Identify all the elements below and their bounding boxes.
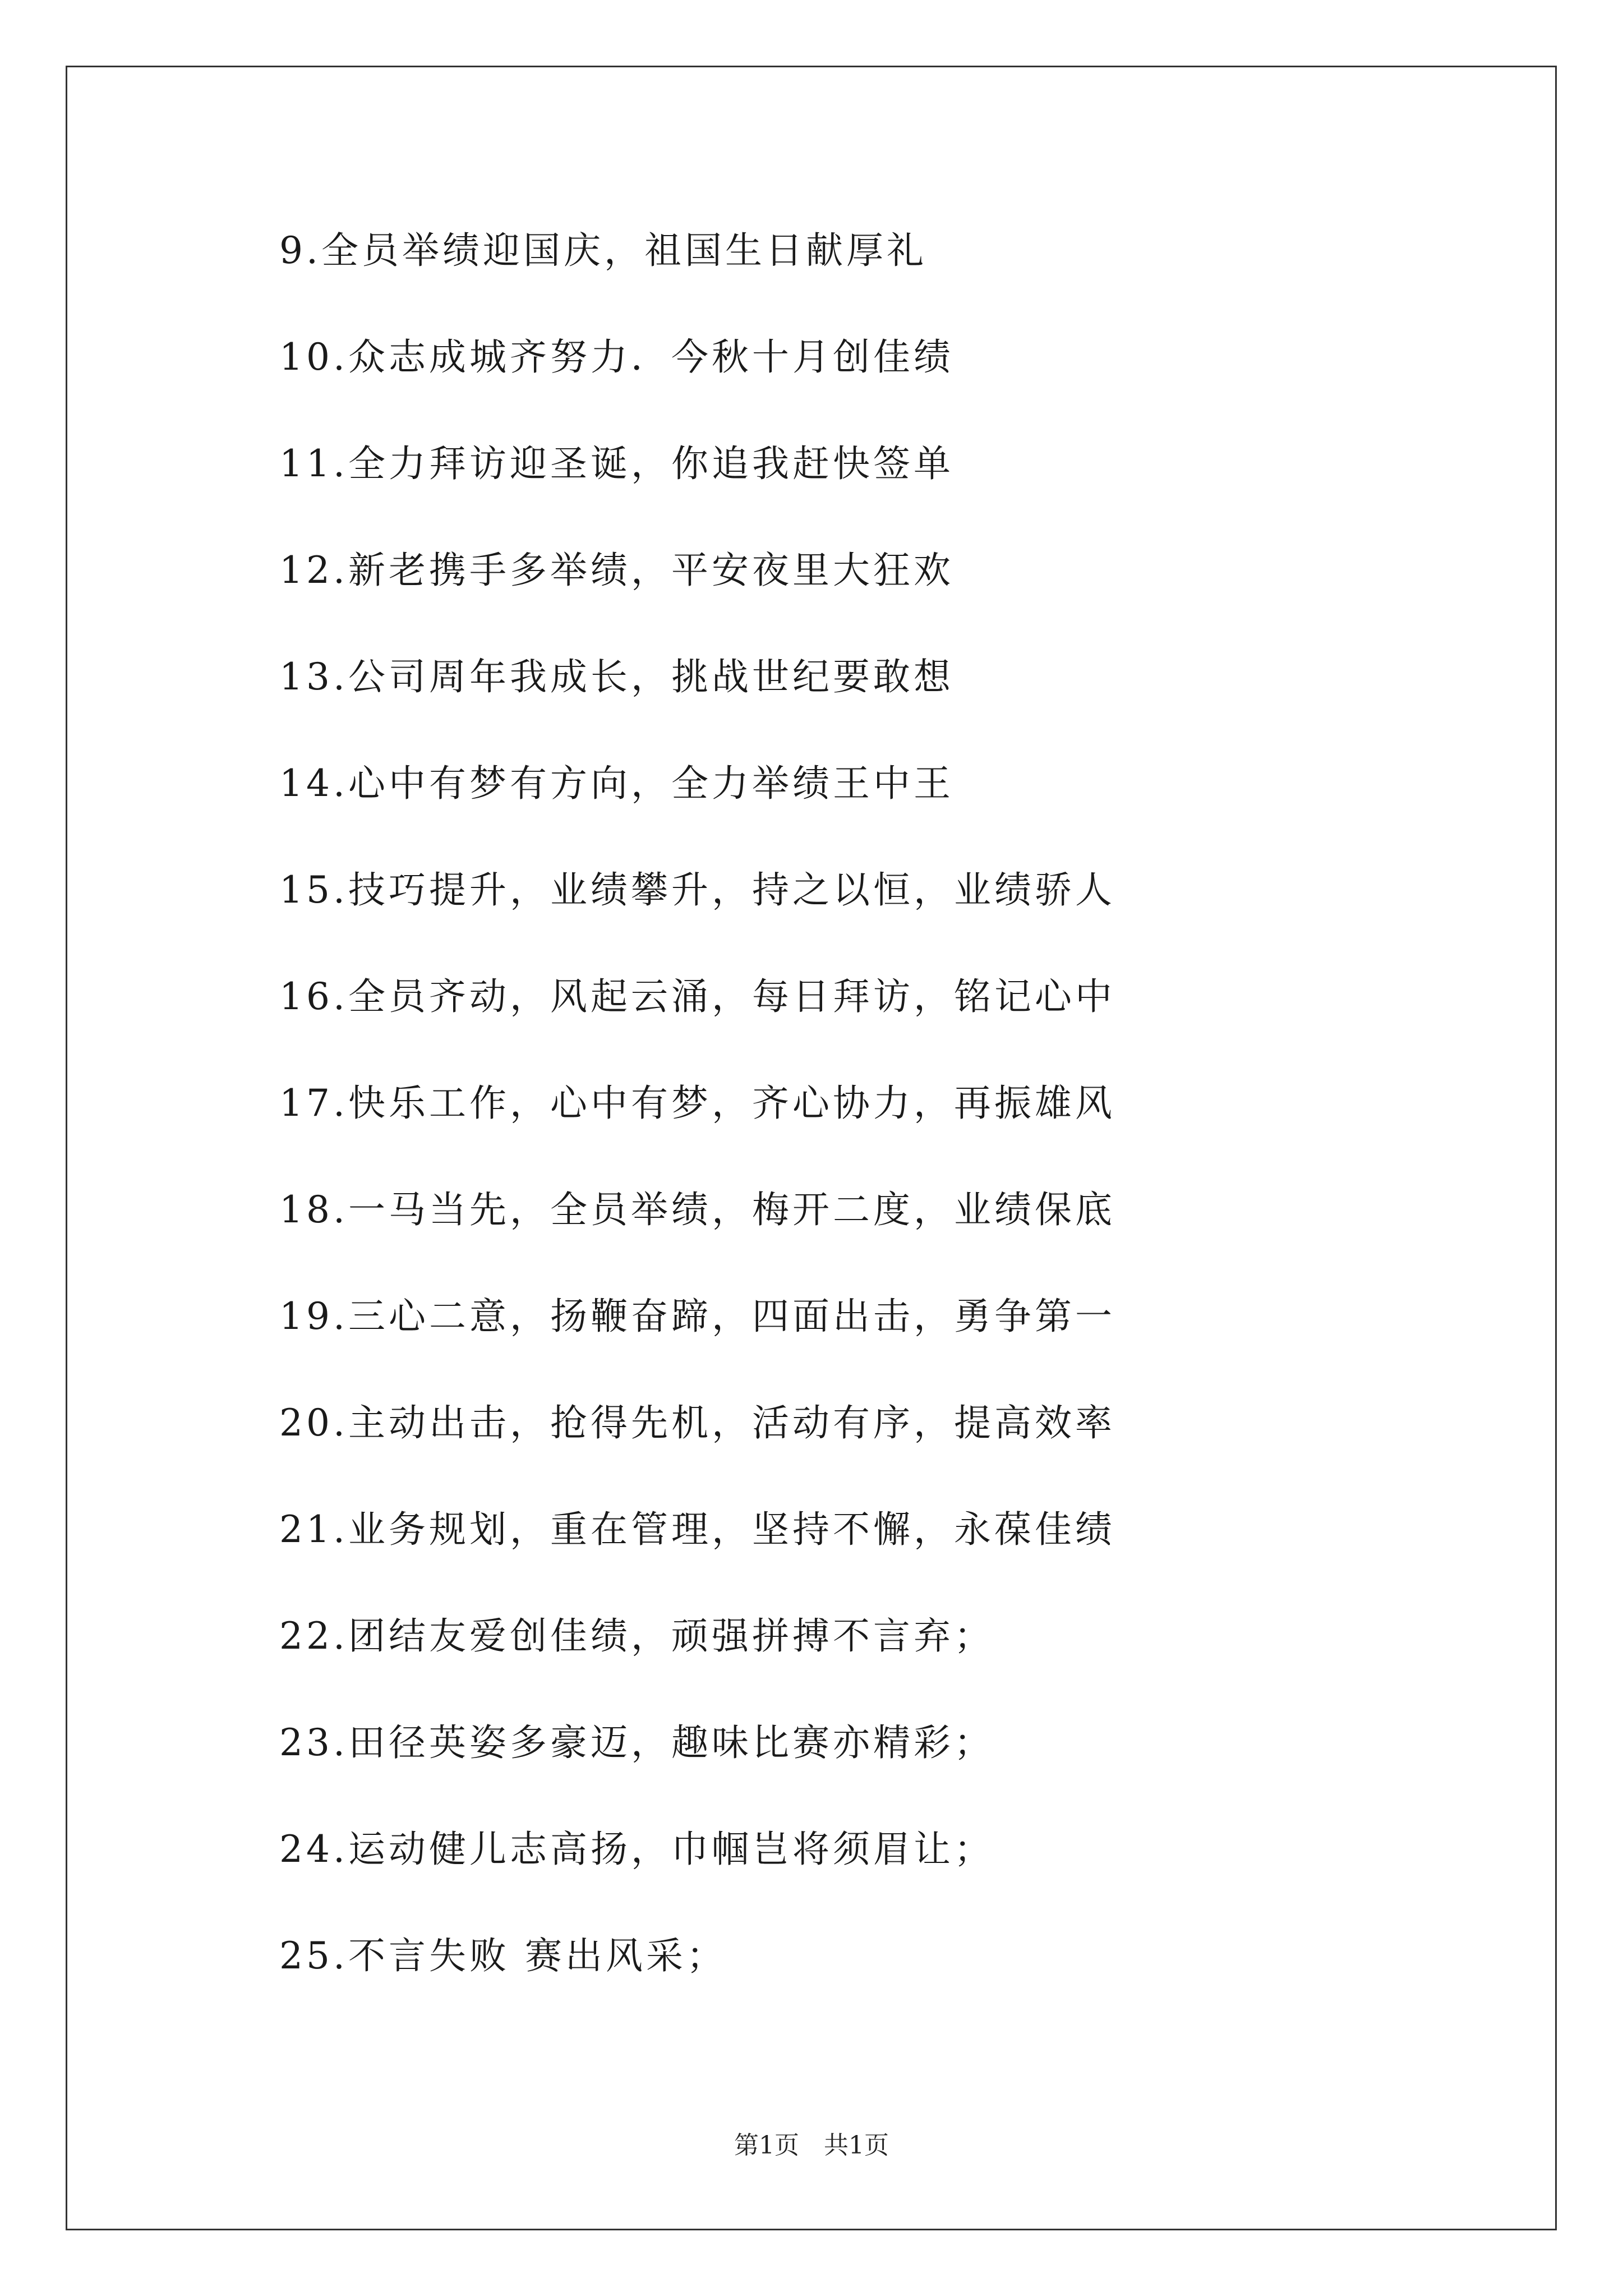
slogan-line-17: 17.快乐工作，心中有梦，齐心协力，再振雄风 [279, 1082, 1115, 1125]
slogan-line-24: 24.运动健儿志高扬，巾帼岂将须眉让； [279, 1828, 994, 1871]
slogan-line-14: 14.心中有梦有方向，全力举绩王中王 [279, 762, 954, 805]
slogan-line-16: 16.全员齐动，风起云涌，每日拜访，铭记心中 [279, 975, 1115, 1018]
slogan-line-22: 22.团结友爱创佳绩，顽强拼搏不言弃； [279, 1614, 994, 1658]
slogan-line-18: 18.一马当先，全员举绩，梅开二度，业绩保底 [279, 1188, 1115, 1231]
slogan-line-19: 19.三心二意，扬鞭奋蹄，四面出击，勇争第一 [279, 1295, 1115, 1338]
slogan-line-15: 15.技巧提升，业绩攀升，持之以恒，业绩骄人 [279, 868, 1115, 912]
slogan-line-10: 10.众志成城齐努力．今秋十月创佳绩 [279, 335, 954, 379]
slogan-line-9: 9.全员举绩迎国庆，祖国生日献厚礼 [279, 229, 927, 272]
slogan-line-13: 13.公司周年我成长，挑战世纪要敢想 [279, 655, 954, 698]
slogan-line-25: 25.不言失败 赛出风采； [279, 1934, 727, 1977]
slogan-line-23: 23.田径英姿多豪迈，趣味比赛亦精彩； [279, 1721, 994, 1764]
slogan-line-20: 20.主动出击，抢得先机，活动有序，提高效率 [279, 1401, 1115, 1444]
slogan-line-21: 21.业务规划，重在管理，坚持不懈，永葆佳绩 [279, 1508, 1115, 1551]
slogan-line-11: 11.全力拜访迎圣诞，你追我赶快签单 [279, 442, 954, 485]
page-footer: 第1页 共1页 [734, 2131, 889, 2160]
slogan-line-12: 12.新老携手多举绩，平安夜里大狂欢 [279, 549, 954, 592]
slogan-list [279, 220, 1457, 2032]
